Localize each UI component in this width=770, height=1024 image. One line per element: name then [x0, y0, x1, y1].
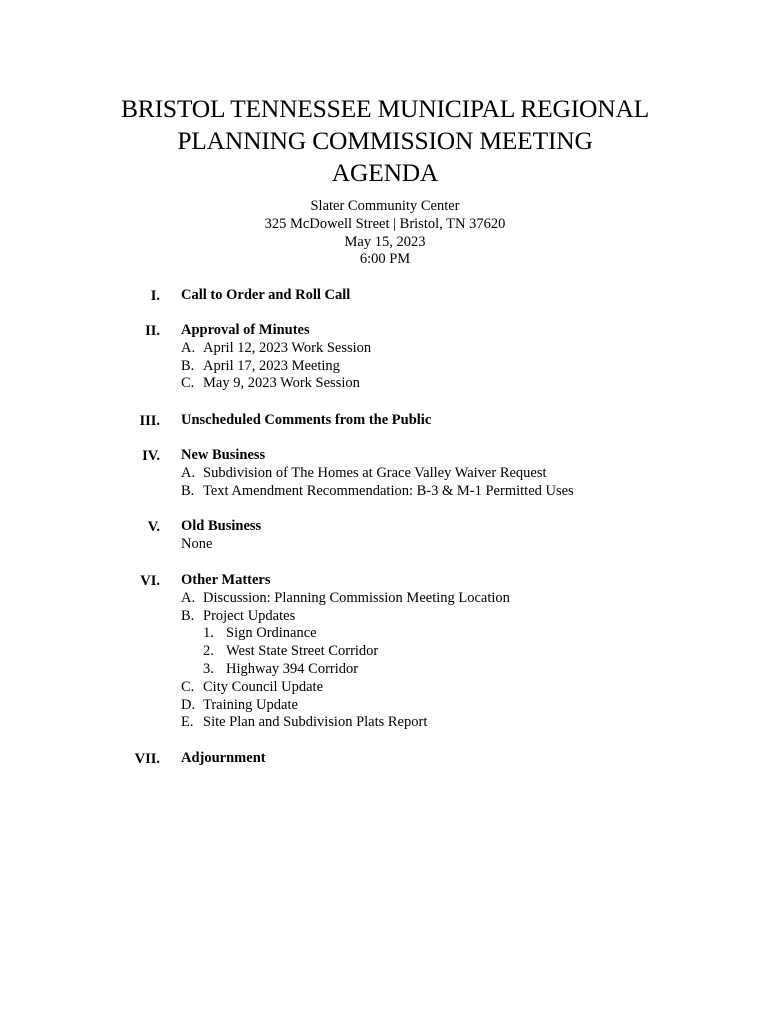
- page-title: [0, 93, 770, 189]
- item-letter: C.: [181, 678, 195, 695]
- section-body: [181, 447, 574, 500]
- item-text: Discussion: Planning Commission Meeting Location: [203, 589, 510, 606]
- section-heading: New Business: [181, 447, 266, 463]
- agenda-subitem: [181, 661, 510, 679]
- agenda-item: [181, 483, 574, 501]
- section-heading: Adjournment: [181, 750, 266, 766]
- item-text: City Council Update: [203, 678, 324, 695]
- section-numeral: I.: [150, 288, 160, 304]
- item-text: April 12, 2023 Work Session: [203, 339, 372, 356]
- item-letter: C.: [181, 375, 195, 392]
- section-heading: Call to Order and Roll Call: [181, 287, 351, 303]
- item-text: Site Plan and Subdivision Plats Report: [203, 714, 428, 731]
- item-letter: B.: [181, 482, 195, 499]
- item-text: April 17, 2023 Meeting: [203, 357, 340, 374]
- meeting-time: 6:00 PM: [359, 251, 411, 268]
- item-text: Subdivision of The Homes at Grace Valley Waiver Request: [203, 464, 547, 481]
- section-body: [181, 572, 510, 732]
- agenda-item: [181, 679, 510, 697]
- meeting-date: May 15, 2023: [344, 233, 426, 250]
- section-note: None: [181, 535, 213, 552]
- item-text: Project Updates: [203, 607, 296, 624]
- meeting-venue: Slater Community Center: [310, 198, 460, 214]
- subitem-text: Sign Ordinance: [226, 625, 317, 642]
- item-letter: B.: [181, 607, 195, 624]
- meeting-address: 325 McDowell Street | Bristol, TN 37620: [264, 215, 506, 232]
- subitem-text: West State Street Corridor: [226, 643, 379, 660]
- section-numeral: VI.: [140, 573, 160, 589]
- item-letter: E.: [181, 714, 194, 731]
- section-numeral: IV.: [142, 448, 160, 464]
- title-line-2: PLANNING COMMISSION MEETING: [177, 126, 593, 155]
- subitem-text: Highway 394 Corridor: [226, 660, 359, 677]
- item-letter: B.: [181, 357, 195, 374]
- item-letter: D.: [181, 696, 196, 713]
- section-numeral: V.: [147, 519, 160, 535]
- agenda-item: [181, 697, 510, 715]
- item-text: Training Update: [203, 696, 298, 713]
- agenda-item: [181, 375, 371, 393]
- section-heading: Old Business: [181, 518, 262, 534]
- section-numeral: VII.: [134, 751, 160, 767]
- section-numeral: II.: [145, 323, 160, 339]
- section-body: [181, 322, 371, 393]
- subitem-number: 1.: [203, 625, 214, 642]
- agenda-item: [181, 608, 510, 626]
- meeting-info: [0, 198, 770, 269]
- title-line-3: AGENDA: [331, 158, 439, 187]
- section-body: [181, 412, 431, 430]
- subitem-number: 2.: [203, 643, 214, 660]
- section-heading: Approval of Minutes: [181, 322, 310, 338]
- section-body: [181, 518, 261, 554]
- section-body: [181, 750, 266, 768]
- section-heading: Unscheduled Comments from the Public: [181, 412, 432, 428]
- section-body: [181, 287, 350, 305]
- agenda-item: [181, 465, 574, 483]
- agenda-item: [181, 340, 371, 358]
- agenda-item: [181, 358, 371, 376]
- section-heading: Other Matters: [181, 572, 271, 588]
- item-letter: A.: [181, 464, 196, 481]
- agenda-item: [181, 590, 510, 608]
- agenda-subitem: [181, 643, 510, 661]
- item-letter: A.: [181, 339, 196, 356]
- item-text: Text Amendment Recommendation: B-3 & M-1 Permitted Uses: [203, 482, 574, 499]
- title-line-1: BRISTOL TENNESSEE MUNICIPAL REGIONAL: [120, 94, 650, 123]
- subitem-number: 3.: [203, 660, 214, 677]
- agenda-item: [181, 714, 510, 732]
- item-text: May 9, 2023 Work Session: [203, 375, 360, 392]
- item-letter: A.: [181, 589, 196, 606]
- agenda-subitem: [181, 625, 510, 643]
- section-numeral: III.: [139, 413, 160, 429]
